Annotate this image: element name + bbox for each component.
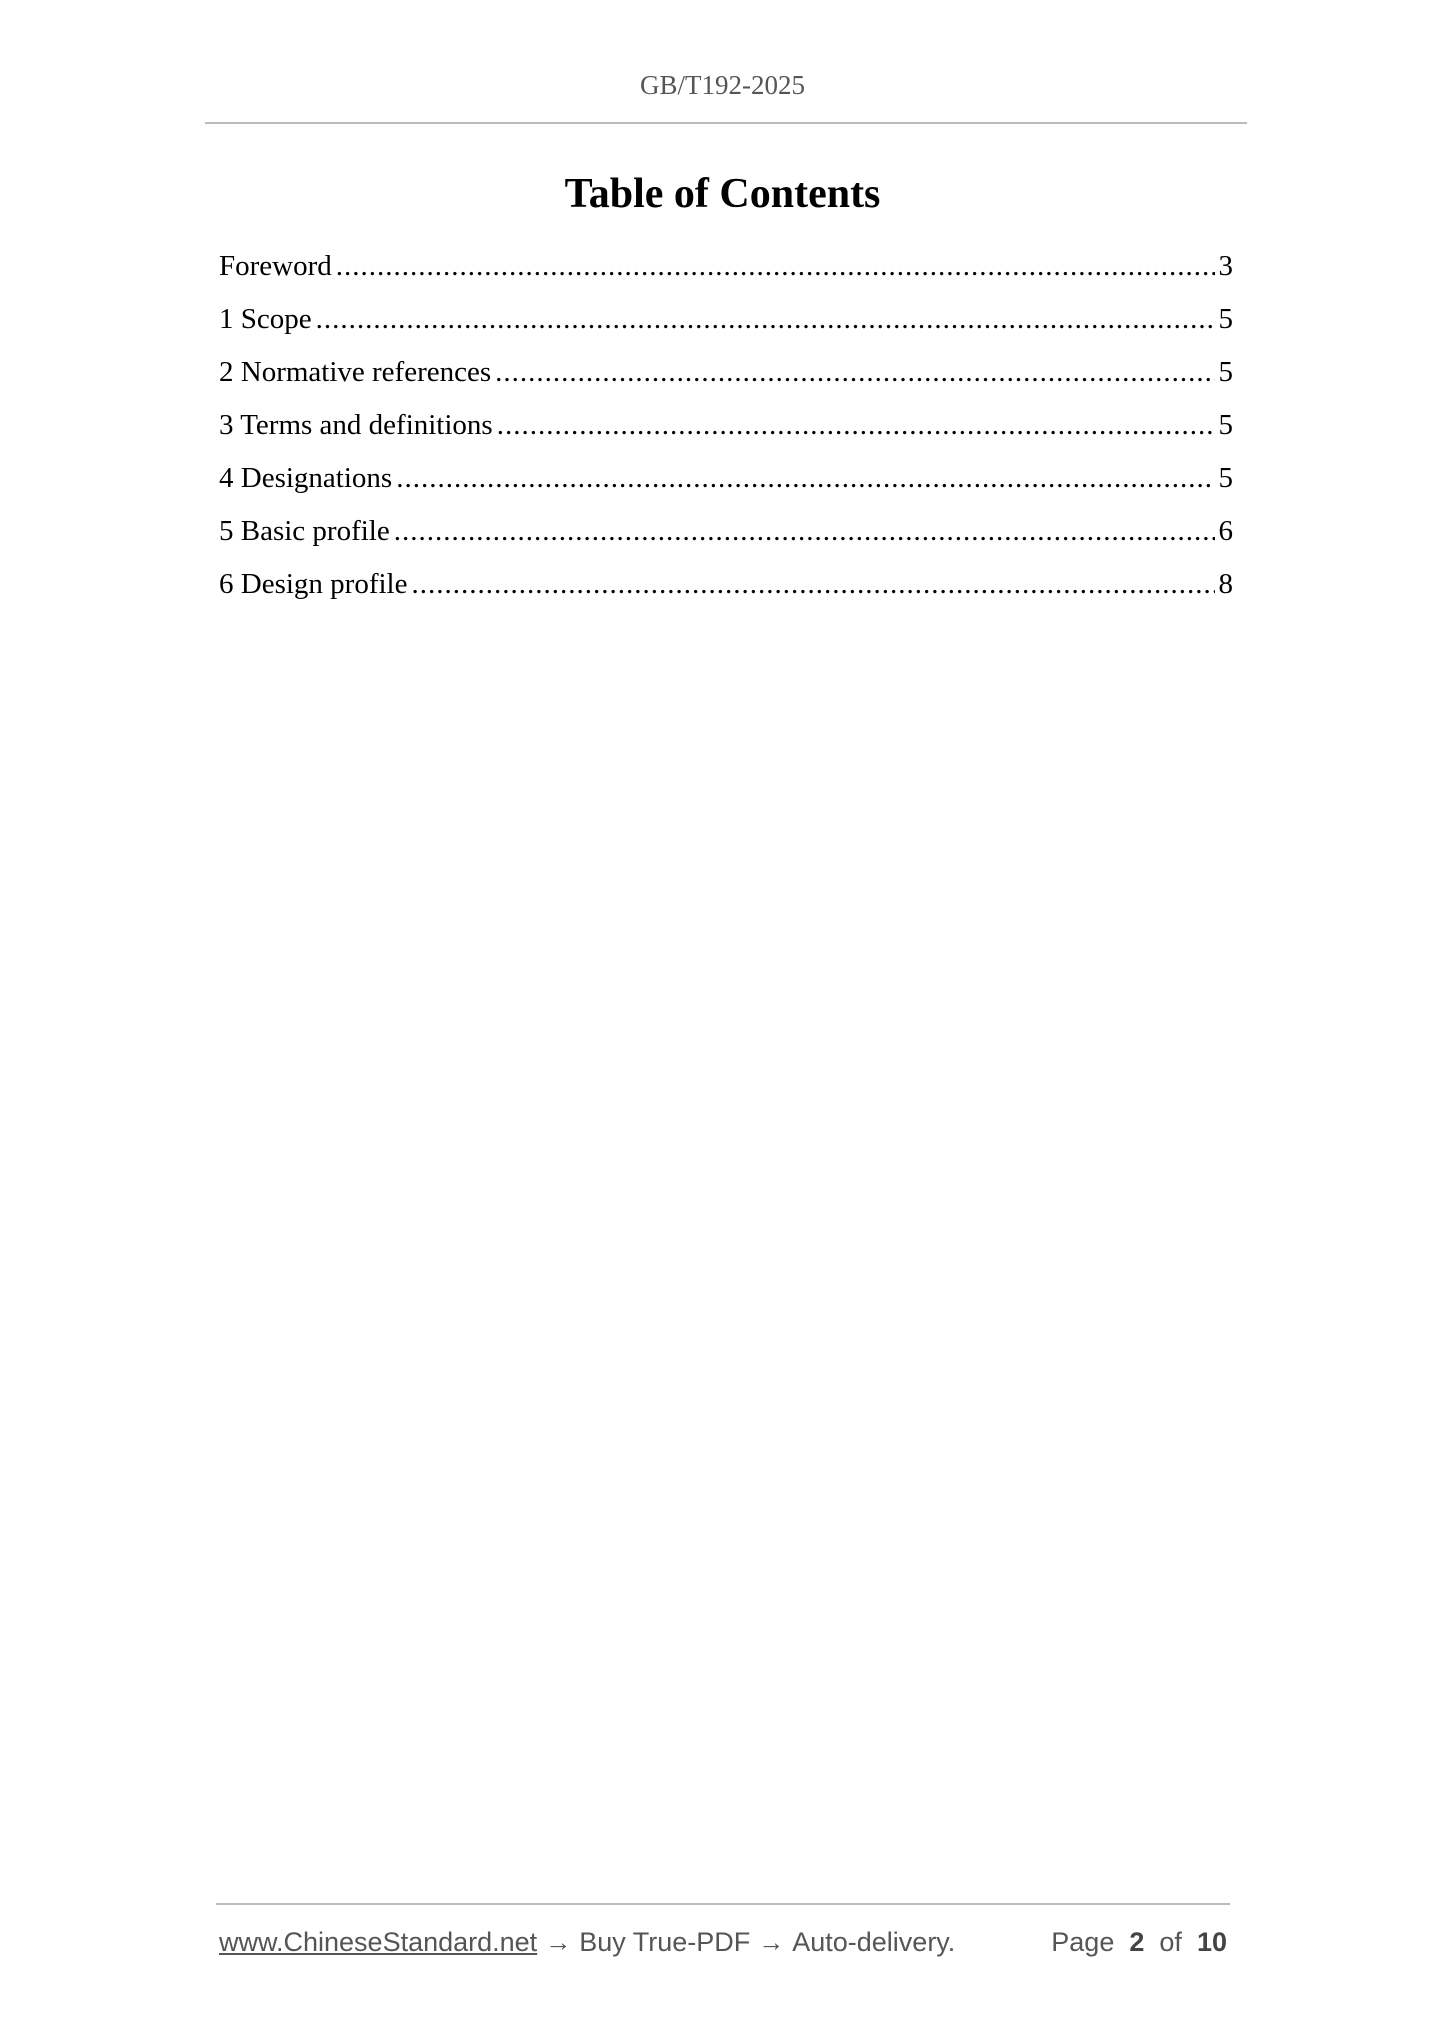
toc-entry-foreword[interactable] [219, 244, 1233, 297]
footer-divider [216, 1903, 1230, 1905]
toc-entry-label: 5 Basic profile [219, 515, 390, 547]
toc-dot-leader [336, 244, 1215, 288]
footer-promo [219, 1927, 955, 1958]
toc-entry-page: 8 [1218, 568, 1233, 600]
delivery-text: Auto-delivery. [792, 1926, 956, 1957]
arrow-right-icon: → [545, 1926, 572, 1957]
toc-entry-page: 5 [1218, 356, 1233, 388]
toc-entry-scope[interactable] [219, 297, 1233, 350]
toc-title: Table of Contents [564, 171, 881, 217]
toc-entry-terms-and-definitions[interactable] [219, 403, 1233, 456]
page-word: Page [1051, 1926, 1115, 1957]
arrow-right-icon: → [758, 1926, 785, 1957]
toc-entry-label: 3 Terms and definitions [219, 409, 493, 441]
toc-entry-label: 2 Normative references [219, 356, 492, 388]
toc-entry-label: 1 Scope [219, 303, 312, 335]
toc-dot-leader [396, 456, 1214, 500]
toc-entry-page: 5 [1218, 303, 1233, 335]
toc-entry-page: 6 [1218, 515, 1233, 547]
toc-dot-leader [411, 562, 1214, 606]
toc-entry-design-profile[interactable] [219, 562, 1233, 615]
page-footer [219, 1922, 1227, 1962]
toc-entry-designations[interactable] [219, 456, 1233, 509]
total-pages-number: 10 [1196, 1926, 1227, 1957]
toc-dot-leader [497, 403, 1215, 447]
toc-entry-label: Foreword [219, 250, 332, 282]
page-header: GB/T192-2025 [640, 70, 805, 100]
header-divider [205, 122, 1247, 124]
toc-dot-leader [316, 297, 1215, 341]
page-indicator [1051, 1927, 1227, 1958]
toc-entry-page: 3 [1218, 250, 1233, 282]
toc-entry-basic-profile[interactable] [219, 509, 1233, 562]
toc-entry-page: 5 [1218, 462, 1233, 494]
toc-list [219, 244, 1233, 615]
toc-dot-leader [495, 350, 1214, 394]
toc-entry-label: 4 Designations [219, 462, 393, 494]
toc-entry-normative-references[interactable] [219, 350, 1233, 403]
toc-dot-leader [394, 509, 1215, 553]
buy-text: Buy True-PDF [579, 1926, 751, 1957]
of-word: of [1159, 1926, 1182, 1957]
site-link[interactable]: www.ChineseStandard.net [219, 1926, 538, 1957]
toc-entry-label: 6 Design profile [219, 568, 408, 600]
toc-entry-page: 5 [1218, 409, 1233, 441]
current-page-number: 2 [1129, 1926, 1145, 1957]
